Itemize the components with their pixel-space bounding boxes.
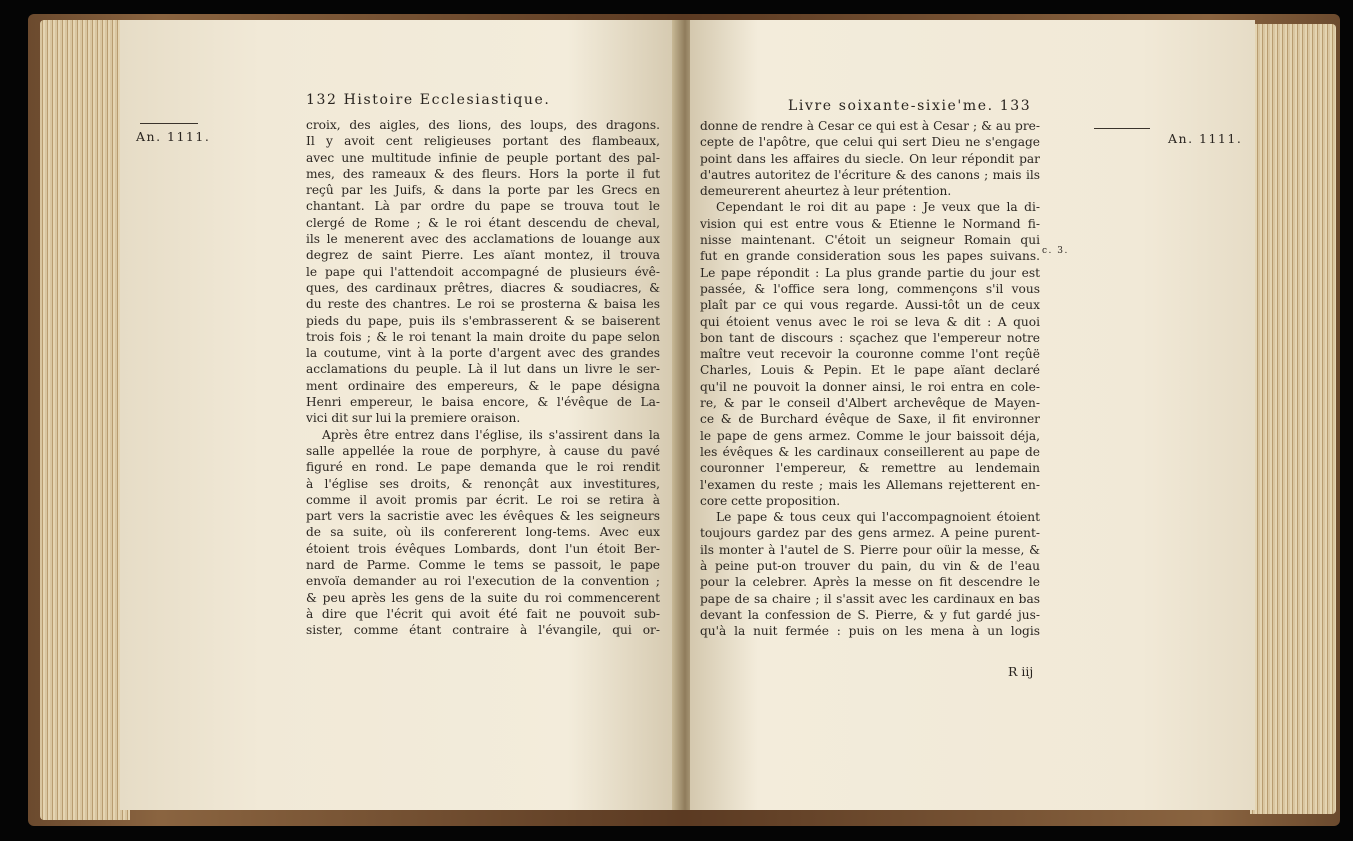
text-line: le pape de gens armez. Comme le jour baissoit déja, bbox=[700, 428, 1040, 443]
text-line: part vers la sacristie avec les évêques & les seigneurs bbox=[306, 509, 660, 524]
text-line: envoïa demander au roi l'execution de la convention ; bbox=[306, 574, 660, 589]
text-line: fut en grande consideration sous les papes suivans. bbox=[700, 249, 1040, 264]
text-line: Henri empereur, le baisa encore, & l'évêque de La- bbox=[306, 395, 660, 410]
text-line: Charles, Louis & Pepin. Et le pape aïant declaré bbox=[700, 363, 1040, 378]
text-line: Le pape & tous ceux qui l'accompagnoient étoient bbox=[716, 510, 1040, 525]
text-line: à peine put-on trouver du pain, du vin & de l'eau bbox=[700, 559, 1040, 574]
text-line: à dire que l'écrit qui avoit été fait ne pouvoit sub- bbox=[306, 606, 660, 621]
text-line: qu'à la nuit fermée : puis on les mena à un logis bbox=[700, 624, 1040, 639]
page-edges-right bbox=[1250, 24, 1336, 814]
left-margin-note: An. 1111. bbox=[136, 129, 211, 144]
text-line: l'examen du reste ; mais les Allemans rejetterent en- bbox=[700, 477, 1040, 492]
text-line: bon tant de discours : sçachez que l'empereur notre bbox=[700, 330, 1040, 345]
text-line: maître veut recevoir la couronne comme l'ont reçûë bbox=[700, 347, 1040, 362]
text-line: core cette proposition. bbox=[700, 493, 841, 508]
text-line: sister, comme étant contraire à l'évangile, qui or- bbox=[306, 623, 660, 638]
text-line: comme il avoit promis par écrit. Le roi se retira à bbox=[306, 492, 660, 507]
text-line: ment ordinaire des empereurs, & le pape désigna bbox=[306, 378, 660, 393]
text-line: salle appellée la roue de porphyre, à cause du pavé bbox=[306, 443, 660, 458]
text-line: avec une multitude infinie de peuple portant des pal- bbox=[306, 150, 660, 165]
text-line: couronner l'empereur, & remettre au lendemain bbox=[700, 461, 1040, 476]
text-line: Le pape répondit : La plus grande partie du jour est bbox=[700, 265, 1040, 280]
text-line: ils le menerent avec des acclamations de louange aux bbox=[306, 232, 660, 247]
text-line: plaît par ce qui vous regarde. Aussi-tôt un de ceux bbox=[700, 298, 1040, 313]
text-line: qu'il ne pouvoit la donner ainsi, le roi entra en cole- bbox=[700, 379, 1040, 394]
text-line: chantant. Là par ordre du pape se trouva tout le bbox=[306, 199, 660, 214]
text-line: mes, des rameaux & des fleurs. Hors la porte il fut bbox=[306, 166, 660, 181]
right-running-head: Livre soixante-sixie'me. 133 bbox=[788, 98, 1032, 114]
text-line: clergé de Rome ; & le roi étant descendu de cheval, bbox=[306, 215, 660, 230]
text-line: donne de rendre à Cesar ce qui est à Cesar ; & au pre- bbox=[700, 119, 1040, 133]
text-line: d'autres autoritez de l'écriture & des canons ; mais ils bbox=[700, 167, 1040, 182]
text-line: du reste des chantres. Le roi se prosterna & baisa les bbox=[306, 297, 660, 312]
text-line: degrez de saint Pierre. Les aïant montez, il trouva bbox=[306, 248, 660, 263]
text-line: étoient trois évêques Lombards, dont l'un étoit Ber- bbox=[306, 541, 660, 556]
text-line: de sa suite, où ils confererent long-tems. Avec eux bbox=[306, 525, 660, 540]
text-line: cepte de l'apôtre, que celui qui sert Dieu ne s'engage bbox=[700, 135, 1040, 150]
left-page bbox=[120, 20, 680, 810]
text-line: devant la confession de S. Pierre, & y fut gardé jus- bbox=[700, 607, 1040, 622]
right-margin-note: An. 1111. bbox=[1168, 131, 1243, 146]
margin-rule bbox=[140, 123, 198, 124]
text-line: toujours gardez par des gens armez. A peine purent- bbox=[700, 526, 1040, 541]
text-line: pieds du pape, puis ils s'embrasserent & se baiserent bbox=[306, 313, 660, 328]
text-line: la coutume, vint à la porte d'argent avec des grandes bbox=[306, 346, 660, 361]
text-line: à l'église ses droits, & renonçât aux investitures, bbox=[306, 476, 660, 491]
text-line: Il y avoit cent religieuses portant des flambeaux, bbox=[306, 134, 660, 149]
left-running-head: 132 Histoire Ecclesiastique. bbox=[306, 92, 551, 108]
right-text-block bbox=[700, 118, 1040, 640]
text-line: point dans les affaires du siecle. On leur répondit par bbox=[700, 151, 1040, 166]
text-line: ce & de Burchard évêque de Saxe, il fit environner bbox=[700, 412, 1040, 427]
text-line: les évêques & les cardinaux conseillerent au pape de bbox=[700, 444, 1040, 459]
page-signature: R iij bbox=[1008, 664, 1034, 679]
text-line: acclamations du peuple. Là il lut dans un livre le ser- bbox=[306, 362, 660, 377]
text-line: re, & par le conseil d'Albert archevêque de Mayen- bbox=[700, 396, 1040, 411]
text-line: trois fois ; & le roi tenant la main droite du pape selon bbox=[306, 329, 660, 344]
text-line: passée, & l'office sera long, commençons s'il vous bbox=[700, 281, 1040, 296]
page-edges-left bbox=[40, 20, 130, 820]
right-margin-mark: c. 3. bbox=[1042, 246, 1069, 256]
text-line: demeurerent aheurtez à leur prétention. bbox=[700, 184, 952, 199]
text-line: figuré en rond. Le pape demanda que le roi rendit bbox=[306, 460, 660, 475]
text-line: ils monter à l'autel de S. Pierre pour oüir la messe, & bbox=[700, 542, 1040, 557]
text-line: le pape qui l'attendoit accompagné de plusieurs évê- bbox=[306, 264, 660, 279]
right-page bbox=[690, 20, 1255, 810]
text-line: & peu après les gens de la suite du roi commencerent bbox=[306, 590, 660, 605]
margin-rule bbox=[1094, 128, 1150, 129]
text-line: pape de sa chaire ; il s'assit avec les cardinaux en bas bbox=[700, 591, 1040, 606]
left-text-block bbox=[306, 117, 660, 639]
text-line: ques, des cardinaux prêtres, diacres & soudiacres, & bbox=[306, 280, 660, 295]
text-line: qui étoient venus avec le roi se leva & dit : A quoi bbox=[700, 314, 1040, 329]
text-line: croix, des aigles, des lions, des loups, des dragons. bbox=[306, 118, 660, 132]
text-line: nisse maintenant. C'étoit un seigneur Romain qui bbox=[700, 233, 1040, 248]
text-line: nard de Parme. Comme le tems se passoit, le pape bbox=[306, 558, 660, 573]
text-line: vici dit sur lui la premiere oraison. bbox=[306, 411, 521, 426]
text-line: pour la celebrer. Après la messe on fit descendre le bbox=[700, 575, 1040, 590]
text-line: vision qui est entre vous & Etienne le Normand fi- bbox=[700, 216, 1040, 231]
text-line: Cependant le roi dit au pape : Je veux que la di- bbox=[716, 200, 1040, 215]
text-line: reçû par les Juifs, & dans la porte par les Grecs en bbox=[306, 183, 660, 198]
text-line: Après être entrez dans l'église, ils s'assirent dans la bbox=[322, 427, 660, 442]
